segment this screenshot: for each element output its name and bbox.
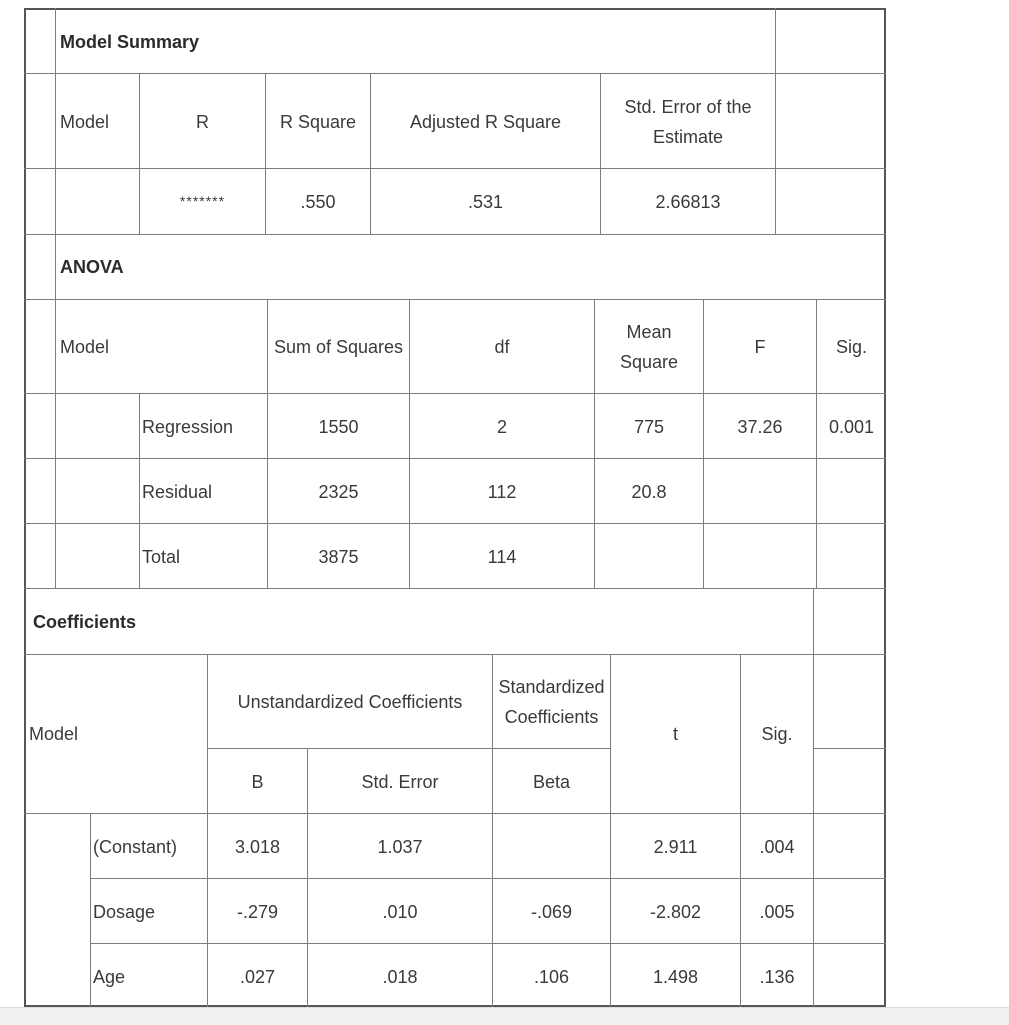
coef-row-label: Dosage bbox=[93, 902, 156, 922]
ms-header-model: Model bbox=[60, 112, 110, 132]
coef-row-se: .018 bbox=[382, 967, 418, 987]
coef-header-b: B bbox=[251, 772, 264, 792]
ms-value-adj-r-square: .531 bbox=[467, 192, 504, 212]
coef-row-t: 2.911 bbox=[653, 837, 698, 857]
anova-row-ss: 2325 bbox=[318, 482, 359, 502]
ms-header-adj-r-square: Adjusted R Square bbox=[409, 112, 562, 132]
coef-row-sig: .004 bbox=[759, 837, 795, 857]
coef-row-t: 1.498 bbox=[652, 967, 699, 987]
anova-row-label: Total bbox=[142, 547, 181, 567]
coef-row-beta: .106 bbox=[533, 967, 570, 987]
coef-row-sig: .005 bbox=[759, 902, 795, 922]
anova-row-sig: 0.001 bbox=[828, 417, 875, 437]
coef-row-b: 3.018 bbox=[234, 837, 281, 857]
coef-header-sig: Sig. bbox=[761, 724, 793, 744]
anova-row-ss: 1550 bbox=[318, 417, 359, 437]
anova-row-ss: 3875 bbox=[318, 547, 359, 567]
coef-row-b: -.279 bbox=[236, 902, 279, 922]
anova-row-df: 114 bbox=[487, 547, 517, 567]
anova-header-sig: Sig. bbox=[835, 337, 868, 357]
coef-row-label: (Constant) bbox=[93, 837, 178, 857]
coef-row-sig: .136 bbox=[759, 967, 795, 987]
ms-header-r: R bbox=[196, 112, 209, 132]
ms-header-r-square: R Square bbox=[279, 112, 357, 132]
anova-header-ms-line2: Square bbox=[619, 352, 679, 372]
coef-row-b: .027 bbox=[239, 967, 276, 987]
coefficients-title: Coefficients bbox=[33, 612, 137, 632]
anova-row-df: 112 bbox=[487, 482, 517, 502]
coef-row-beta: -.069 bbox=[530, 902, 573, 922]
model-summary-title: Model Summary bbox=[60, 32, 200, 52]
coef-row-se: .010 bbox=[382, 902, 418, 922]
anova-row-ms: 775 bbox=[633, 417, 665, 437]
coef-header-standardized-line2: Coefficients bbox=[504, 707, 599, 727]
ms-value-std-error: 2.66813 bbox=[655, 192, 721, 212]
anova-header-df: df bbox=[494, 337, 510, 357]
anova-row-f: 37.26 bbox=[737, 417, 783, 437]
anova-header-f: F bbox=[754, 337, 766, 357]
anova-header-model: Model bbox=[60, 337, 110, 357]
anova-row-ms: 20.8 bbox=[631, 482, 667, 502]
anova-header-ms-line1: Mean bbox=[626, 322, 672, 342]
ms-value-r-square: .550 bbox=[300, 192, 336, 212]
ms-header-std-error-line2: Estimate bbox=[652, 127, 724, 147]
anova-row-label: Regression bbox=[142, 417, 234, 437]
coef-header-model: Model bbox=[29, 724, 79, 744]
coef-row-se: 1.037 bbox=[377, 837, 423, 857]
coef-header-t: t bbox=[672, 724, 678, 744]
coef-header-standardized-line1: Standardized bbox=[498, 677, 605, 697]
coef-header-unstandardized: Unstandardized Coefficients bbox=[237, 692, 463, 712]
coef-row-t: -2.802 bbox=[649, 902, 702, 922]
anova-header-ss: Sum of Squares bbox=[273, 337, 404, 357]
anova-row-df: 2 bbox=[496, 417, 507, 437]
coef-row-label: Age bbox=[93, 967, 126, 987]
ms-value-r: ******* bbox=[179, 193, 226, 209]
bottom-scroll-area bbox=[0, 1007, 1009, 1025]
coef-header-beta: Beta bbox=[532, 772, 571, 792]
coef-header-std-error: Std. Error bbox=[361, 772, 439, 792]
anova-title: ANOVA bbox=[60, 257, 124, 277]
anova-row-label: Residual bbox=[142, 482, 213, 502]
ms-header-std-error-line1: Std. Error of the bbox=[624, 97, 752, 117]
